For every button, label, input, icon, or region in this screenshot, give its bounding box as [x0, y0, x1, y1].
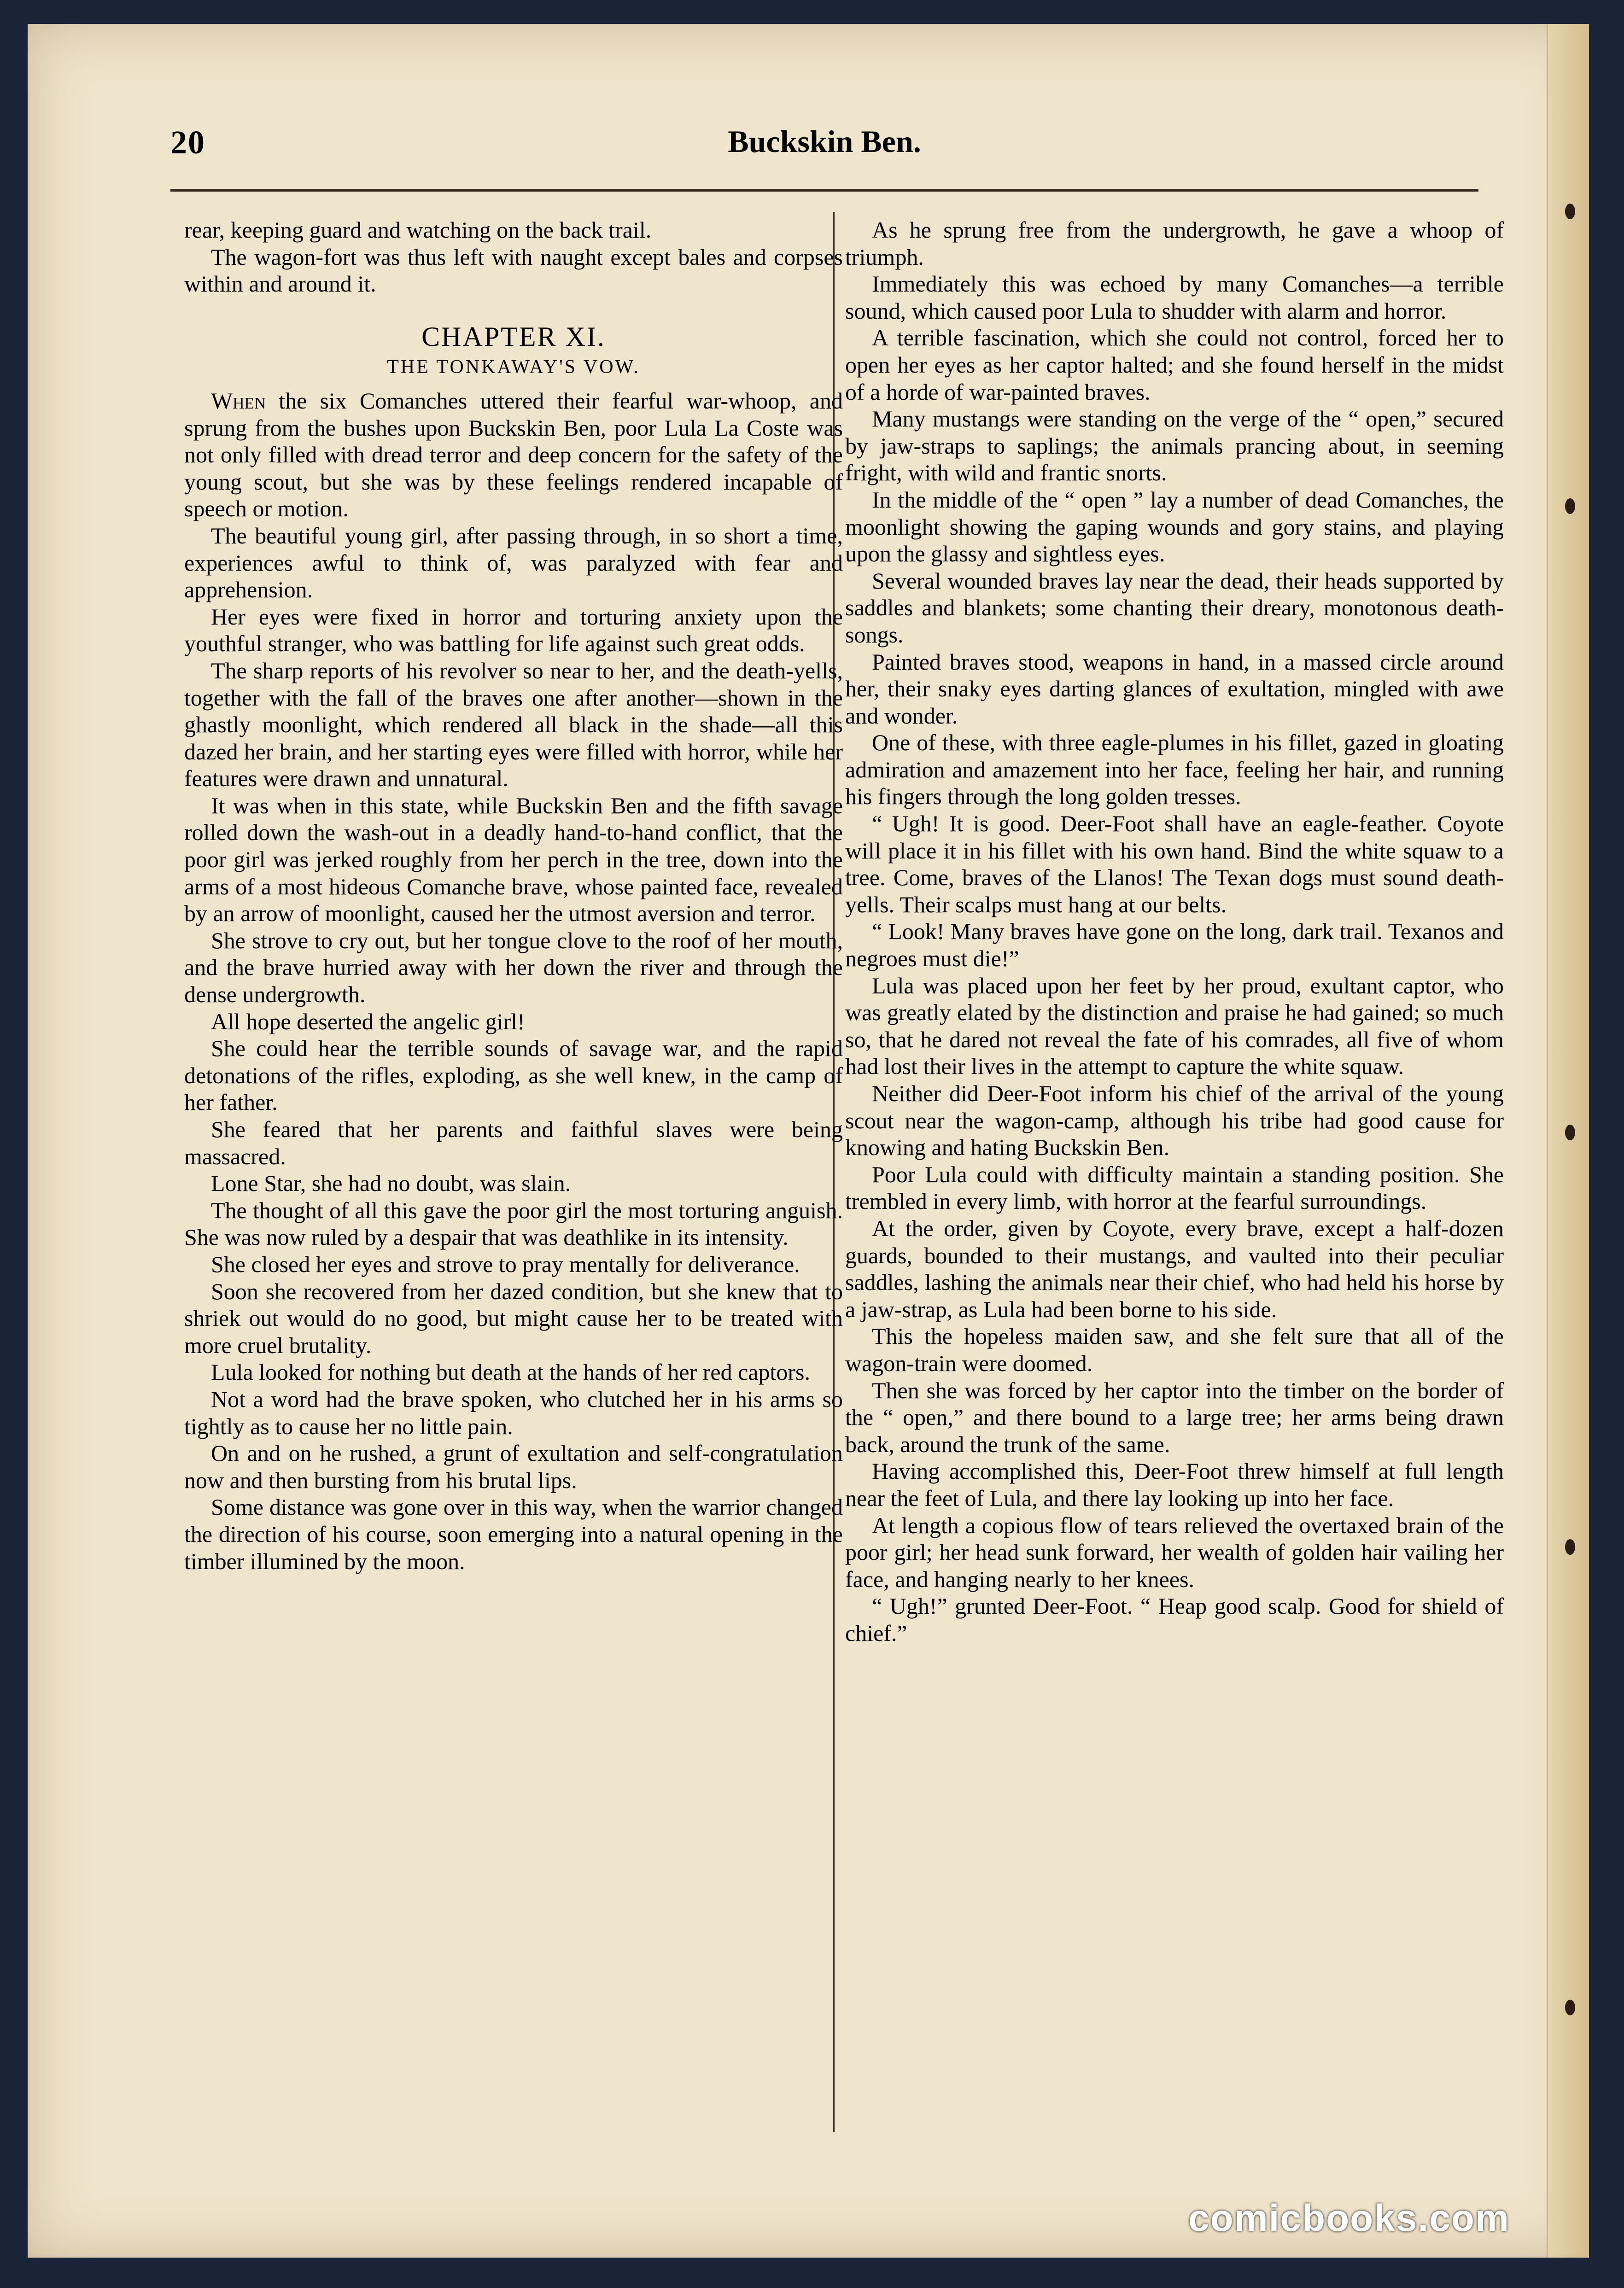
paragraph: All hope deserted the angelic girl! [211, 1008, 525, 1034]
paragraph: Having accomplished this, Deer-Foot threw himself at full length near the feet of Lula, and there lay looking up into her face. [845, 1458, 1504, 1511]
paragraph: She closed her eyes and strove to pray mentally for deliverance. [211, 1251, 800, 1277]
paragraph: “ Ugh!” grunted Deer-Foot. “ Heap good scalp. Good for shield of chief.” [845, 1593, 1504, 1646]
opening-text: the six Comanches uttered their fearful war-whoop, and sprung from the bushes upon Buckskin Ben, poor Lula La Coste was not only filled with dread terror and deep concern for the safety of the young scout, but she was by these feelings rendered incapable of speech or motion. [184, 387, 843, 522]
paragraph: Soon she recovered from her dazed condition, but she knew that to shriek out would do no good, but might cause her to be treated with more cruel brutality. [184, 1278, 843, 1358]
paragraph: At length a copious flow of tears relieved the overtaxed brain of the poor girl; her head sunk forward, her wealth of golden hair vailing her face, and hanging nearly to her knees. [845, 1512, 1504, 1592]
paragraph: On and on he rushed, a grunt of exultation and self-congratulation now and then bursting from his brutal lips. [184, 1440, 843, 1493]
paragraph: The thought of all this gave the poor girl the most torturing anguish. She was now ruled by a despair that was deathlike in its intensity. [184, 1197, 843, 1250]
paragraph: In the middle of the “ open ” lay a number of dead Comanches, the moonlight showing the gaping wounds and gory stains, and playing upon the glassy and sightless eyes. [845, 486, 1504, 567]
binding-edge [1547, 24, 1589, 2258]
paragraph: She could hear the terrible sounds of savage war, and the rapid detonations of the rifles, exploding, as she well knew, in the camp of her father. [184, 1035, 843, 1115]
paragraph: Then she was forced by her captor into the timber on the border of the “ open,” and there bound to a large tree; her arms being drawn back, around the trunk of the same. [845, 1377, 1504, 1457]
header-rule [170, 189, 1478, 192]
paragraph: The sharp reports of his revolver so near to her, and the death-yells, together with the fall of the braves one after another—shown in the ghastly moonlight, which rendered all black in the shade—all this dazed her brain, and her starting eyes were filled with horror, while her features were drawn and unnatural. [184, 657, 843, 792]
paragraph: At the order, given by Coyote, every brave, except a half-dozen guards, bounded to their mustangs, and vaulted into their peculiar saddles, lashing the animals near their chief, who had held his horse by a jaw-strap, as Lula had been borne to his side. [845, 1215, 1504, 1322]
page-number: 20 [170, 124, 205, 161]
paragraph: Painted braves stood, weapons in hand, in a massed circle around her, their snaky eyes darting glances of exultation, mingled with awe and wonder. [845, 648, 1504, 729]
first-word: When [211, 387, 266, 414]
paragraph: It was when in this state, while Buckskin Ben and the fifth savage rolled down the wash-out in a deadly hand-to-hand conflict, that the poor girl was jerked roughly from her perch in the tree, down into the arms of a most hideous Comanche brave, whose painted face, revealed by an arrow of moonlight, caused her the utmost aversion and terror. [184, 792, 843, 927]
paragraph: Many mustangs were standing on the verge of the “ open,” secured by jaw-straps to saplings; the animals prancing about, in seeming fright, with wild and frantic snorts. [845, 406, 1504, 486]
paragraph: The beautiful young girl, after passing through, in so short a time, experiences awful to think of, was paralyzed with fear and apprehension. [184, 522, 843, 603]
staple-hole [1565, 2000, 1575, 2015]
paragraph: She strove to cry out, but her tongue clove to the roof of her mouth, and the brave hurried away with her down the river and through the dense undergrowth. [184, 927, 843, 1008]
paragraph: rear, keeping guard and watching on the back trail. [184, 217, 652, 243]
running-title: Buckskin Ben. [728, 124, 921, 159]
paragraph: Neither did Deer-Foot inform his chief of the arrival of the young scout near the wagon-camp, although his tribe had good cause for knowing and hating Buckskin Ben. [845, 1080, 1504, 1161]
paragraph: Her eyes were fixed in horror and torturing anxiety upon the youthful stranger, who was battling for life against such great odds. [184, 603, 843, 657]
paragraph: Lula looked for nothing but death at the hands of her red captors. [211, 1359, 811, 1385]
paragraph: Immediately this was echoed by many Comanches—a terrible sound, which caused poor Lula to shudder with alarm and horror. [845, 271, 1504, 324]
opening-paragraph [184, 387, 843, 522]
page-header [170, 121, 1478, 162]
paragraph: Not a word had the brave spoken, who clutched her in his arms so tightly as to cause her no little pain. [184, 1386, 843, 1439]
paragraph: This the hopeless maiden saw, and she felt sure that all of the wagon-train were doomed. [845, 1323, 1504, 1376]
paragraph: Some distance was gone over in this way, when the warrior changed the direction of his course, soon emerging into a natural opening in the timber illumined by the moon. [184, 1494, 843, 1574]
paragraph: Poor Lula could with difficulty maintain a standing position. She trembled in every limb, with horror at the fearful surroundings. [845, 1161, 1504, 1214]
paragraph: One of these, with three eagle-plumes in his fillet, gazed in gloating admiration and amazement into her face, feeling her hair, and running his fingers through the long golden tresses. [845, 730, 1504, 810]
staple-hole [1565, 1539, 1575, 1555]
chapter-subtitle: THE TONKAWAY'S VOW. [387, 356, 640, 378]
paragraph: Several wounded braves lay near the dead, their heads supported by saddles and blankets; some chanting their dreary, monotonous death-songs. [845, 567, 1504, 648]
paragraph: Lula was placed upon her feet by her proud, exultant captor, who was greatly elated by the distinction and praise he had gained; so much so, that he dared not reveal the fate of his comrades, all five of whom had lost their lives in the attempt to capture the white squaw. [845, 972, 1504, 1080]
staple-hole [1565, 1125, 1575, 1140]
paragraph: “ Ugh! It is good. Deer-Foot shall have an eagle-feather. Coyote will place it in his fillet with his own hand. Bind the white squaw to a tree. Come, braves of the Llanos! The Texan dogs must sound death-yells. Their scalps must hang at our belts. [845, 811, 1504, 917]
paragraph: Lone Star, she had no doubt, was slain. [211, 1170, 571, 1197]
paragraph: She feared that her parents and faithful slaves were being massacred. [184, 1116, 843, 1169]
paragraph: As he sprung free from the undergrowth, he gave a whoop of triumph. [845, 217, 1504, 270]
paragraph: The wagon-fort was thus left with naught except bales and corpses within and around it. [184, 244, 843, 297]
staple-hole [1565, 498, 1575, 514]
left-column [184, 216, 843, 1575]
staple-hole [1565, 204, 1575, 219]
paragraph: A terrible fascination, which she could not control, forced her to open her eyes as her captor halted; and she found herself in the midst of a horde of war-painted braves. [845, 325, 1504, 405]
paragraph: “ Look! Many braves have gone on the long, dark trail. Texanos and negroes must die!” [845, 918, 1504, 972]
watermark: comicbooks.com [1188, 2197, 1510, 2239]
chapter-heading: CHAPTER XI. [421, 321, 606, 352]
right-column [845, 216, 1504, 1646]
